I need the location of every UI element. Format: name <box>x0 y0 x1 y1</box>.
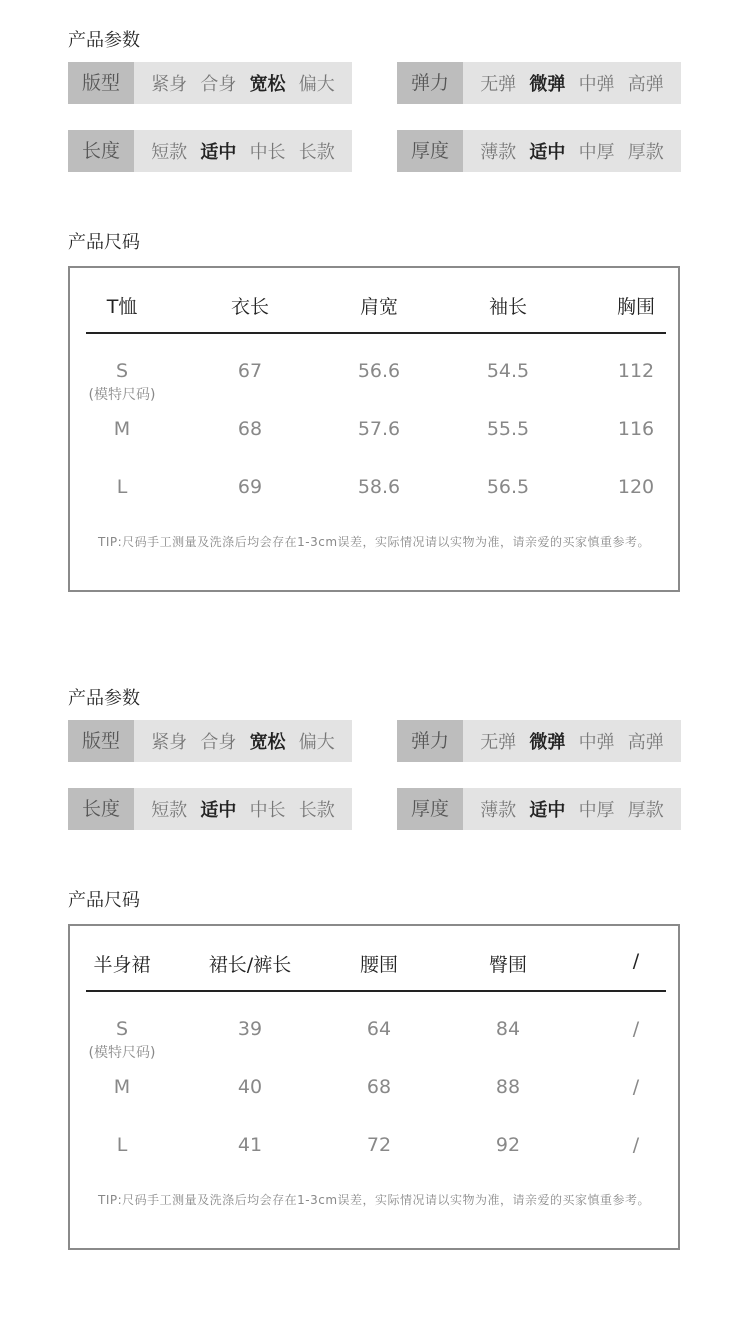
value-cell: 88 <box>495 1076 521 1098</box>
header-cell: 胸围 <box>616 296 655 318</box>
params-title: 产品参数 <box>68 30 140 51</box>
param-row <box>397 62 681 104</box>
param-row <box>68 62 352 104</box>
value-cell: 56.6 <box>357 360 401 382</box>
param-option: 紧身 <box>151 732 188 753</box>
param-option: 无弹 <box>480 74 517 95</box>
param-row <box>68 130 352 172</box>
param-label: 版型 <box>68 62 134 104</box>
product-section-2 <box>0 688 750 1308</box>
product-section-1 <box>0 30 750 650</box>
model-size-note: (模特尺码) <box>88 1045 156 1061</box>
value-cell: 67 <box>237 360 263 382</box>
value-cell: 39 <box>237 1018 263 1040</box>
value-cell: 57.6 <box>357 418 401 440</box>
param-options <box>463 130 681 172</box>
size-cell: M <box>113 418 131 440</box>
size-cell: S <box>115 360 129 382</box>
header-cell: / <box>632 950 640 972</box>
param-option: 合身 <box>200 74 237 95</box>
param-option: 偏大 <box>298 732 335 753</box>
param-row <box>397 720 681 762</box>
param-option: 中长 <box>249 142 286 163</box>
param-options <box>134 720 352 762</box>
param-option: 厚款 <box>627 142 664 163</box>
param-row <box>68 720 352 762</box>
param-label: 长度 <box>68 788 134 830</box>
value-cell: / <box>632 1018 640 1040</box>
param-option: 合身 <box>200 732 237 753</box>
value-cell: 58.6 <box>357 476 401 498</box>
param-option-selected: 微弹 <box>529 74 566 95</box>
param-option-selected: 宽松 <box>249 74 286 95</box>
measurement-tip: TIP:尺码手工测量及洗涤后均会存在1-3cm误差，实际情况请以实物为准，请亲爱的买家慎重参考。 <box>98 1193 651 1207</box>
param-option: 长款 <box>298 800 335 821</box>
value-cell: 116 <box>617 418 655 440</box>
param-option: 中弹 <box>578 74 615 95</box>
param-option-selected: 适中 <box>529 800 566 821</box>
size-title: 产品尺码 <box>68 890 140 911</box>
param-label: 长度 <box>68 130 134 172</box>
header-cell: T恤 <box>106 296 138 318</box>
value-cell: 92 <box>495 1134 521 1156</box>
param-option: 短款 <box>151 142 188 163</box>
size-title: 产品尺码 <box>68 232 140 253</box>
param-row <box>397 788 681 830</box>
value-cell: 84 <box>495 1018 521 1040</box>
value-cell: 56.5 <box>486 476 530 498</box>
param-option: 中厚 <box>578 142 615 163</box>
value-cell: 68 <box>366 1076 392 1098</box>
header-cell: 腰围 <box>359 954 398 976</box>
header-cell: 裙长/裤长 <box>208 954 292 976</box>
param-option: 中长 <box>249 800 286 821</box>
param-options <box>463 720 681 762</box>
value-cell: 69 <box>237 476 263 498</box>
header-cell: 衣长 <box>230 296 269 318</box>
param-option: 高弹 <box>627 732 664 753</box>
param-label: 厚度 <box>397 130 463 172</box>
value-cell: 72 <box>366 1134 392 1156</box>
param-label: 版型 <box>68 720 134 762</box>
param-option: 薄款 <box>480 142 517 163</box>
params-title: 产品参数 <box>68 688 140 709</box>
value-cell: / <box>632 1134 640 1156</box>
param-option: 薄款 <box>480 800 517 821</box>
param-option: 中弹 <box>578 732 615 753</box>
model-size-note: (模特尺码) <box>88 387 156 403</box>
param-options <box>134 130 352 172</box>
param-options <box>463 62 681 104</box>
value-cell: 64 <box>366 1018 392 1040</box>
header-cell: 臀围 <box>488 954 527 976</box>
param-option: 紧身 <box>151 74 188 95</box>
param-option-selected: 适中 <box>200 142 237 163</box>
param-option: 长款 <box>298 142 335 163</box>
size-cell: S <box>115 1018 129 1040</box>
value-cell: 54.5 <box>486 360 530 382</box>
param-option-selected: 适中 <box>200 800 237 821</box>
param-row <box>397 130 681 172</box>
param-options <box>134 788 352 830</box>
size-cell: L <box>116 1134 128 1156</box>
value-cell: / <box>632 1076 640 1098</box>
value-cell: 120 <box>617 476 655 498</box>
size-cell: L <box>116 476 128 498</box>
param-options <box>463 788 681 830</box>
param-option: 短款 <box>151 800 188 821</box>
param-label: 弹力 <box>397 720 463 762</box>
param-label: 厚度 <box>397 788 463 830</box>
header-cell: 半身裙 <box>93 954 151 976</box>
param-option: 中厚 <box>578 800 615 821</box>
param-option: 偏大 <box>298 74 335 95</box>
size-cell: M <box>113 1076 131 1098</box>
param-label: 弹力 <box>397 62 463 104</box>
measurement-tip: TIP:尺码手工测量及洗涤后均会存在1-3cm误差，实际情况请以实物为准，请亲爱的买家慎重参考。 <box>98 535 651 549</box>
param-option-selected: 宽松 <box>249 732 286 753</box>
param-option: 无弹 <box>480 732 517 753</box>
param-option-selected: 适中 <box>529 142 566 163</box>
header-cell: 肩宽 <box>359 296 398 318</box>
value-cell: 68 <box>237 418 263 440</box>
param-options <box>134 62 352 104</box>
param-row <box>68 788 352 830</box>
size-table <box>68 266 680 592</box>
value-cell: 112 <box>617 360 655 382</box>
value-cell: 41 <box>237 1134 263 1156</box>
param-option: 高弹 <box>627 74 664 95</box>
size-table <box>68 924 680 1250</box>
param-option-selected: 微弹 <box>529 732 566 753</box>
param-option: 厚款 <box>627 800 664 821</box>
header-cell: 袖长 <box>488 296 527 318</box>
value-cell: 55.5 <box>486 418 530 440</box>
value-cell: 40 <box>237 1076 263 1098</box>
